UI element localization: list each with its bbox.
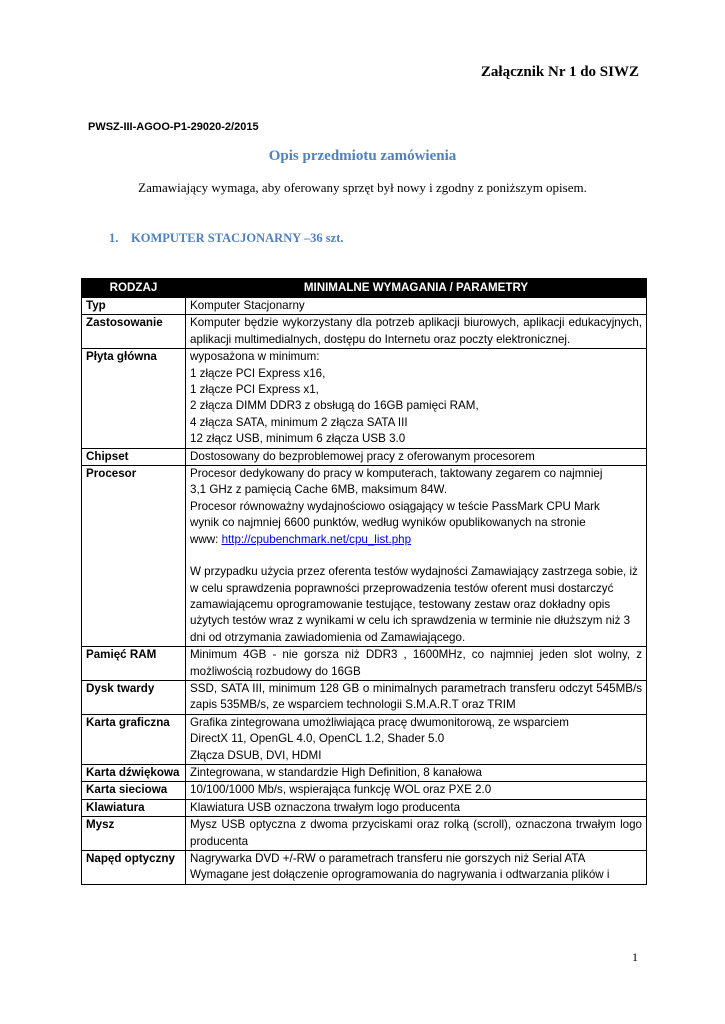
row-value xyxy=(186,349,647,448)
value-line: 2 złącza DIMM DDR3 z obsługą do 16GB pamięci RAM, xyxy=(190,399,479,413)
document-title: Opis przedmiotu zamówienia xyxy=(268,148,457,164)
table-header-row xyxy=(82,279,647,298)
value-line: wyposażona w minimum: xyxy=(190,350,320,364)
value-line: Procesor równoważny wydajnościowo osiągający w teście PassMark CPU Mark xyxy=(190,499,600,513)
table-row xyxy=(82,714,647,764)
row-value: Komputer Stacjonarny xyxy=(186,298,647,315)
value-note: W przypadku użycia przez oferenta testów wydajności Zamawiający zastrzega sobie, iż w celu sprawdzenia poprawności przeprowadzenia testów oferent musi dostarczyć zamawiającemu oprogramowanie testujące, testowany zestaw oraz dokładny opis użytych testów wraz z wynikami w celu ich sprawdzenia w terminie nie dłuższym niż 3 dni od otrzymania zawiadomienia od Zamawiającego. xyxy=(190,565,638,644)
row-value: Minimum 4GB - nie gorsza niż DDR3 , 1600MHz, co najmniej jeden slot wolny, z możliwością rozbudowy do 16GB xyxy=(186,647,647,681)
benchmark-link[interactable]: http://cpubenchmark.net/cpu_list.php xyxy=(221,532,412,546)
row-value: SSD, SATA III, minimum 128 GB o minimalnych parametrach transferu odczyt 545MB/s zapis 535MB/s, ze wsparciem technologii S.M.A.R.T oraz TRIM xyxy=(186,680,647,714)
row-label: Chipset xyxy=(82,448,186,465)
www-prefix: www: xyxy=(190,532,222,546)
spacer xyxy=(190,548,642,564)
spec-table xyxy=(81,278,647,885)
value-line: Grafika zintegrowana umożliwiająca pracę dwumonitorową, ze wsparciem xyxy=(190,715,569,729)
section-heading xyxy=(109,231,344,246)
attachment-heading: Załącznik Nr 1 do SIWZ xyxy=(480,64,639,80)
row-value: 10/100/1000 Mb/s, wspierająca funkcję WOL oraz PXE 2.0 xyxy=(186,782,647,799)
table-row xyxy=(82,466,647,647)
intro-text: Zamawiający wymaga, aby oferowany sprzęt był nowy i zgodny z poniższym opisem. xyxy=(138,180,587,195)
value-line: 12 złącz USB, minimum 6 złącza USB 3.0 xyxy=(190,432,406,446)
value-line: Procesor dedykowany do pracy w komputerach, taktowany zegarem co najmniej xyxy=(190,467,603,481)
row-label: Typ xyxy=(82,298,186,315)
table-row xyxy=(82,851,647,885)
row-label: Klawiatura xyxy=(82,799,186,816)
row-label: Karta sieciowa xyxy=(82,782,186,799)
row-label: Dysk twardy xyxy=(82,680,186,714)
reference-number: PWSZ-III-AGOO-P1-29020-2/2015 xyxy=(88,121,259,133)
value-line xyxy=(190,532,642,548)
value-line: wynik co najmniej 6600 punktów, według wyników opublikowanych na stronie xyxy=(190,516,586,530)
value-line: Nagrywarka DVD +/-RW o parametrach transferu nie gorszych niż Serial ATA xyxy=(190,852,586,865)
table-row xyxy=(82,782,647,799)
column-header-type: RODZAJ xyxy=(82,279,186,298)
table-row xyxy=(82,680,647,714)
row-label: Zastosowanie xyxy=(82,315,186,349)
value-line: Złącza DSUB, DVI, HDMI xyxy=(190,748,322,762)
table-row xyxy=(82,817,647,851)
section-title: KOMPUTER STACJONARNY –36 szt. xyxy=(131,231,344,245)
row-value: Zintegrowana, w standardzie High Definition, 8 kanałowa xyxy=(186,764,647,781)
value-line: Wymagane jest dołączenie oprogramowania do nagrywania i odtwarzania plików i xyxy=(190,868,610,882)
row-value: Mysz USB optyczna z dwoma przyciskami oraz rolką (scroll), oznaczona trwałym logo producenta xyxy=(186,817,647,851)
column-header-requirements: MINIMALNE WYMAGANIA / PARAMETRY xyxy=(186,279,647,298)
value-line: DirectX 11, OpenGL 4.0, OpenCL 1.2, Shader 5.0 xyxy=(190,732,445,746)
row-label: Karta graficzna xyxy=(82,714,186,764)
table-row xyxy=(82,448,647,465)
row-value xyxy=(186,466,647,647)
value-line: 4 złącza SATA, minimum 2 złącza SATA III xyxy=(190,415,408,429)
row-value xyxy=(186,851,647,885)
row-label: Karta dźwiękowa xyxy=(82,764,186,781)
row-value: Komputer będzie wykorzystany dla potrzeb aplikacji biurowych, aplikacji edukacyjnych, aplikacji multimedialnych, dostępu do Internetu oraz poczty elektronicznej. xyxy=(186,315,647,349)
section-number: 1. xyxy=(109,231,119,245)
table-row xyxy=(82,298,647,315)
row-value xyxy=(186,714,647,764)
value-line: 3,1 GHz z pamięcią Cache 6MB, maksimum 84W. xyxy=(190,483,448,497)
row-label: Pamięć RAM xyxy=(82,647,186,681)
row-label: Napęd optyczny xyxy=(82,851,186,885)
table-row xyxy=(82,349,647,448)
table-row xyxy=(82,764,647,781)
table-row xyxy=(82,315,647,349)
row-label: Płyta główna xyxy=(82,349,186,448)
value-line: 1 złącze PCI Express x16, xyxy=(190,366,326,380)
row-value: Dostosowany do bezproblemowej pracy z oferowanym procesorem xyxy=(186,448,647,465)
table-row xyxy=(82,799,647,816)
table-row xyxy=(82,647,647,681)
page-number: 1 xyxy=(632,950,638,964)
row-value: Klawiatura USB oznaczona trwałym logo producenta xyxy=(186,799,647,816)
row-label: Procesor xyxy=(82,466,186,647)
value-line: 1 złącze PCI Express x1, xyxy=(190,383,319,397)
row-label: Mysz xyxy=(82,817,186,851)
